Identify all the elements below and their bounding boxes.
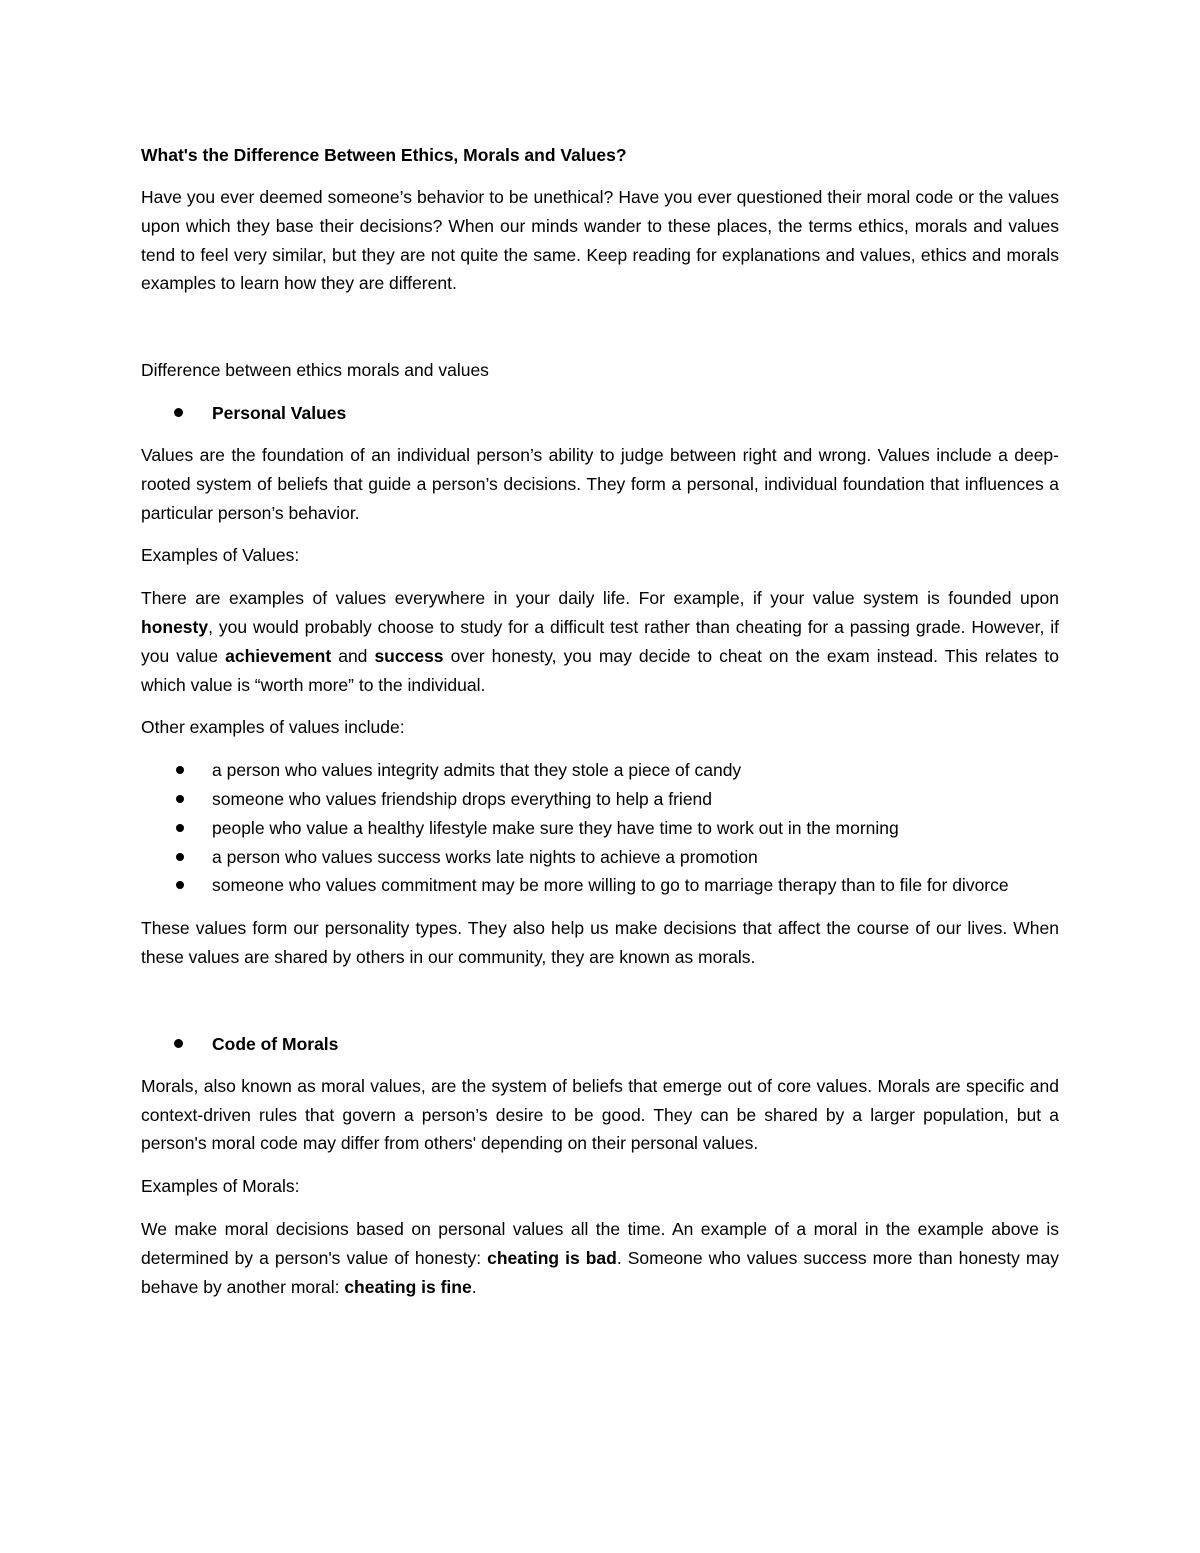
examples-of-morals-label: Examples of Morals: (141, 1176, 300, 1197)
morals-definition: Morals, also known as moral values, are the system of beliefs that emerge out of core values. Morals are specific and context-driven rules that govern a person’s desire to be good. They can be shared by a larger population, but a person's moral code may differ from others' depending on their personal values. (141, 1075, 1059, 1154)
spacer (141, 986, 1059, 1030)
intro-paragraph: Have you ever deemed someone’s behavior to be unethical? Have you ever questioned their moral code or the values upon which they base their decisions? When our minds wander to these places, the terms ethics, morals and values tend to feel very similar, but they are not quite the same. Keep reading for explanations and values, ethics and morals examples to learn how they are different. (141, 187, 1059, 294)
bold-honesty: honesty (141, 616, 209, 637)
other-examples-label: Other examples of values include: (141, 717, 405, 738)
bullet-icon (176, 853, 184, 861)
bullet-icon (174, 1039, 183, 1048)
document-title: What's the Difference Between Ethics, Morals and Values? (141, 145, 627, 165)
bullet-icon (176, 824, 184, 832)
list-item (141, 814, 1059, 843)
morals-example-paragraph (141, 1215, 1059, 1301)
section-intro: Difference between ethics morals and values (141, 360, 489, 381)
list-item-text: someone who values commitment may be more willing to go to marriage therapy than to file for divorce (212, 875, 1009, 896)
list-item-text: people who value a healthy lifestyle make sure they have time to work out in the morning (212, 817, 899, 838)
bullet-icon (176, 795, 184, 803)
list-item (141, 871, 1059, 900)
values-closing-paragraph: These values form our personality types. They also help us make decisions that affect the course of our lives. When these values are shared by others in our community, they are known as morals. (141, 918, 1059, 967)
values-definition: Values are the foundation of an individual person’s ability to judge between right and wrong. Values include a deep-rooted system of beliefs that guide a person’s decisions. They form a personal, individual foundation that influences a particular person’s behavior. (141, 444, 1059, 523)
text-run: There are examples of values everywhere in your daily life. For example, if your value system is founded upon (141, 588, 1059, 609)
text-run: over honesty, you may decide to cheat on the exam instead. This relates to which value is “worth more” to the individual. (141, 645, 1059, 695)
text-run: . (471, 1276, 477, 1297)
text-run: We make moral decisions based on personal values all the time. An example of a moral in the example above is determined by a person's value of honesty: (141, 1218, 1059, 1268)
list-item (141, 756, 1059, 785)
text-run: and (331, 645, 375, 666)
list-item-text: someone who values friendship drops everything to help a friend (212, 788, 713, 809)
list-item (141, 785, 1059, 814)
bullet-icon (176, 766, 184, 774)
spacer (141, 312, 1059, 356)
text-run: . Someone who values success more than honesty may behave by another moral: (141, 1247, 1059, 1297)
text-run: , you would probably choose to study for a difficult test rather than cheating for a passing grade. However, if you value (141, 616, 1059, 666)
list-item-text: a person who values success works late nights to achieve a promotion (212, 846, 758, 867)
bold-cheating-is-bad: cheating is bad (487, 1247, 617, 1268)
code-of-morals-heading-text: Code of Morals (212, 1033, 339, 1054)
bold-success: success (374, 645, 444, 666)
bullet-icon (174, 408, 183, 417)
personal-values-heading-text: Personal Values (212, 402, 347, 423)
bold-achievement: achievement (225, 645, 332, 666)
list-item-text: a person who values integrity admits that they stole a piece of candy (212, 760, 742, 781)
bold-cheating-is-fine: cheating is fine (344, 1276, 472, 1297)
code-of-morals-heading (141, 1030, 1059, 1058)
personal-values-heading (141, 399, 1059, 427)
bullet-icon (176, 881, 184, 889)
values-example-paragraph (141, 584, 1059, 699)
document-page (141, 141, 1059, 1315)
examples-of-values-label: Examples of Values: (141, 545, 300, 566)
list-item (141, 843, 1059, 872)
values-examples-list (141, 756, 1059, 900)
